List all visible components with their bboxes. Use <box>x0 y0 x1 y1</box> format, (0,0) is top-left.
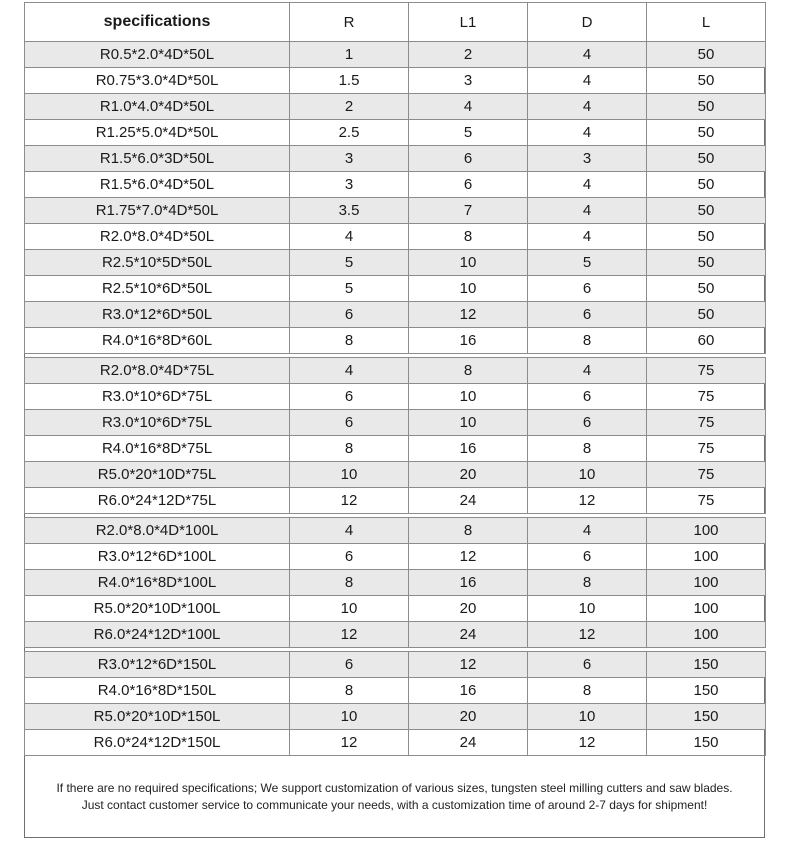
table-row <box>25 410 766 436</box>
cell-r: 6 <box>290 302 409 328</box>
table-row <box>25 250 766 276</box>
cell-l1: 16 <box>409 328 528 354</box>
table-row <box>25 146 766 172</box>
cell-specification: R5.0*20*10D*150L <box>25 704 290 730</box>
cell-l1: 8 <box>409 224 528 250</box>
cell-specification: R1.25*5.0*4D*50L <box>25 120 290 146</box>
cell-l: 100 <box>647 596 766 622</box>
cell-r: 4 <box>290 358 409 384</box>
cell-specification: R6.0*24*12D*150L <box>25 730 290 756</box>
cell-d: 4 <box>528 518 647 544</box>
cell-d: 6 <box>528 410 647 436</box>
cell-l: 75 <box>647 358 766 384</box>
table-row <box>25 704 766 730</box>
cell-d: 4 <box>528 42 647 68</box>
cell-l1: 16 <box>409 570 528 596</box>
cell-d: 4 <box>528 94 647 120</box>
cell-l: 50 <box>647 198 766 224</box>
cell-r: 6 <box>290 652 409 678</box>
cell-l: 75 <box>647 410 766 436</box>
cell-r: 1 <box>290 42 409 68</box>
cell-l: 50 <box>647 172 766 198</box>
cell-l1: 20 <box>409 596 528 622</box>
cell-l: 50 <box>647 120 766 146</box>
cell-r: 3 <box>290 172 409 198</box>
cell-specification: R0.75*3.0*4D*50L <box>25 68 290 94</box>
cell-specification: R1.5*6.0*4D*50L <box>25 172 290 198</box>
cell-specification: R6.0*24*12D*75L <box>25 488 290 514</box>
cell-d: 4 <box>528 120 647 146</box>
cell-specification: R2.5*10*5D*50L <box>25 250 290 276</box>
cell-d: 4 <box>528 358 647 384</box>
cell-r: 8 <box>290 678 409 704</box>
table-row <box>25 120 766 146</box>
cell-l1: 16 <box>409 436 528 462</box>
cell-l1: 10 <box>409 250 528 276</box>
customization-note <box>24 780 765 814</box>
cell-specification: R6.0*24*12D*100L <box>25 622 290 648</box>
cell-specification: R0.5*2.0*4D*50L <box>25 42 290 68</box>
cell-l: 150 <box>647 652 766 678</box>
cell-specification: R3.0*10*6D*75L <box>25 410 290 436</box>
cell-d: 12 <box>528 488 647 514</box>
table-row <box>25 622 766 648</box>
cell-d: 8 <box>528 678 647 704</box>
cell-d: 3 <box>528 146 647 172</box>
header-r: R <box>290 3 409 42</box>
cell-r: 2.5 <box>290 120 409 146</box>
note-line-2: Just contact customer service to communicate your needs, with a customization time of around 2-7 days for shipment! <box>81 798 708 812</box>
cell-l1: 8 <box>409 358 528 384</box>
table-row <box>25 68 766 94</box>
specifications-table <box>24 2 766 756</box>
cell-l1: 10 <box>409 384 528 410</box>
cell-r: 10 <box>290 704 409 730</box>
cell-specification: R1.75*7.0*4D*50L <box>25 198 290 224</box>
cell-r: 3.5 <box>290 198 409 224</box>
cell-d: 10 <box>528 596 647 622</box>
table-row <box>25 652 766 678</box>
cell-l1: 16 <box>409 678 528 704</box>
cell-d: 6 <box>528 384 647 410</box>
header-l: L <box>647 3 766 42</box>
cell-d: 6 <box>528 544 647 570</box>
cell-specification: R3.0*12*6D*50L <box>25 302 290 328</box>
header-row <box>25 3 766 42</box>
cell-d: 8 <box>528 328 647 354</box>
cell-l: 60 <box>647 328 766 354</box>
cell-specification: R4.0*16*8D*150L <box>25 678 290 704</box>
cell-r: 5 <box>290 250 409 276</box>
table-row <box>25 358 766 384</box>
cell-r: 6 <box>290 410 409 436</box>
cell-specification: R1.0*4.0*4D*50L <box>25 94 290 120</box>
cell-l: 100 <box>647 622 766 648</box>
cell-specification: R4.0*16*8D*100L <box>25 570 290 596</box>
table-row <box>25 94 766 120</box>
table-row <box>25 42 766 68</box>
cell-l: 150 <box>647 704 766 730</box>
cell-l1: 12 <box>409 302 528 328</box>
cell-l: 100 <box>647 570 766 596</box>
cell-d: 4 <box>528 172 647 198</box>
header-d: D <box>528 3 647 42</box>
cell-d: 6 <box>528 276 647 302</box>
table-row <box>25 172 766 198</box>
cell-l1: 7 <box>409 198 528 224</box>
cell-l: 50 <box>647 224 766 250</box>
cell-l: 75 <box>647 462 766 488</box>
header-l1: L1 <box>409 3 528 42</box>
cell-specification: R3.0*10*6D*75L <box>25 384 290 410</box>
cell-d: 6 <box>528 302 647 328</box>
cell-l1: 10 <box>409 276 528 302</box>
cell-specification: R2.0*8.0*4D*75L <box>25 358 290 384</box>
cell-d: 4 <box>528 198 647 224</box>
cell-l1: 6 <box>409 172 528 198</box>
table-row <box>25 730 766 756</box>
table-row <box>25 544 766 570</box>
table-row <box>25 302 766 328</box>
cell-l1: 20 <box>409 704 528 730</box>
cell-r: 5 <box>290 276 409 302</box>
cell-l: 75 <box>647 436 766 462</box>
cell-l: 50 <box>647 276 766 302</box>
cell-r: 2 <box>290 94 409 120</box>
table-row <box>25 570 766 596</box>
cell-l1: 24 <box>409 622 528 648</box>
cell-l: 75 <box>647 384 766 410</box>
table-row <box>25 488 766 514</box>
cell-specification: R5.0*20*10D*100L <box>25 596 290 622</box>
cell-l1: 2 <box>409 42 528 68</box>
cell-specification: R5.0*20*10D*75L <box>25 462 290 488</box>
table-row <box>25 596 766 622</box>
cell-r: 8 <box>290 328 409 354</box>
cell-l1: 4 <box>409 94 528 120</box>
cell-l1: 3 <box>409 68 528 94</box>
cell-r: 12 <box>290 622 409 648</box>
cell-l: 50 <box>647 302 766 328</box>
cell-specification: R2.0*8.0*4D*100L <box>25 518 290 544</box>
note-line-1: If there are no required specifications; We support customization of various sizes, tungsten steel milling cutters and saw blades. <box>56 781 733 795</box>
cell-r: 6 <box>290 544 409 570</box>
cell-r: 3 <box>290 146 409 172</box>
cell-specification: R1.5*6.0*3D*50L <box>25 146 290 172</box>
cell-specification: R2.5*10*6D*50L <box>25 276 290 302</box>
cell-l1: 5 <box>409 120 528 146</box>
cell-l: 50 <box>647 94 766 120</box>
cell-l: 150 <box>647 678 766 704</box>
cell-r: 12 <box>290 730 409 756</box>
cell-d: 12 <box>528 730 647 756</box>
cell-l1: 12 <box>409 544 528 570</box>
cell-d: 6 <box>528 652 647 678</box>
table-row <box>25 518 766 544</box>
cell-r: 12 <box>290 488 409 514</box>
cell-d: 10 <box>528 704 647 730</box>
cell-l: 50 <box>647 146 766 172</box>
table-body <box>25 42 766 756</box>
cell-l: 100 <box>647 518 766 544</box>
table-row <box>25 436 766 462</box>
cell-r: 4 <box>290 518 409 544</box>
cell-l1: 6 <box>409 146 528 172</box>
cell-r: 1.5 <box>290 68 409 94</box>
cell-l1: 20 <box>409 462 528 488</box>
cell-l: 50 <box>647 250 766 276</box>
cell-d: 4 <box>528 68 647 94</box>
cell-r: 10 <box>290 462 409 488</box>
cell-l1: 24 <box>409 730 528 756</box>
table-row <box>25 224 766 250</box>
cell-specification: R3.0*12*6D*150L <box>25 652 290 678</box>
cell-l1: 10 <box>409 410 528 436</box>
cell-d: 8 <box>528 436 647 462</box>
cell-specification: R4.0*16*8D*60L <box>25 328 290 354</box>
cell-specification: R3.0*12*6D*100L <box>25 544 290 570</box>
cell-l: 100 <box>647 544 766 570</box>
cell-r: 4 <box>290 224 409 250</box>
cell-l: 50 <box>647 68 766 94</box>
cell-r: 8 <box>290 436 409 462</box>
cell-d: 5 <box>528 250 647 276</box>
table-row <box>25 678 766 704</box>
table-row <box>25 462 766 488</box>
cell-d: 12 <box>528 622 647 648</box>
cell-r: 6 <box>290 384 409 410</box>
header-specifications: specifications <box>25 3 290 42</box>
cell-l1: 8 <box>409 518 528 544</box>
cell-r: 10 <box>290 596 409 622</box>
cell-specification: R4.0*16*8D*75L <box>25 436 290 462</box>
cell-l: 150 <box>647 730 766 756</box>
table-row <box>25 276 766 302</box>
cell-l1: 12 <box>409 652 528 678</box>
cell-r: 8 <box>290 570 409 596</box>
cell-d: 4 <box>528 224 647 250</box>
cell-specification: R2.0*8.0*4D*50L <box>25 224 290 250</box>
cell-d: 10 <box>528 462 647 488</box>
table-row <box>25 198 766 224</box>
table-row <box>25 328 766 354</box>
cell-d: 8 <box>528 570 647 596</box>
cell-l: 50 <box>647 42 766 68</box>
cell-l: 75 <box>647 488 766 514</box>
cell-l1: 24 <box>409 488 528 514</box>
table-row <box>25 384 766 410</box>
